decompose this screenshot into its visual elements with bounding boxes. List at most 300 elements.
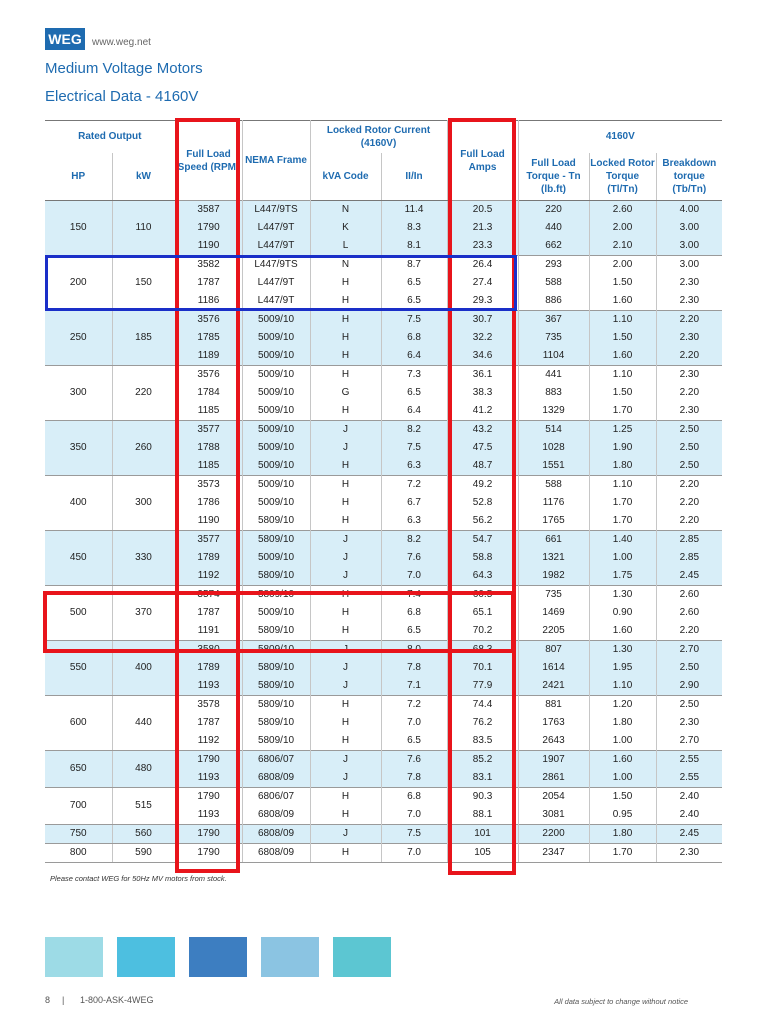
cell-torque: 2861 [518, 769, 589, 788]
cell-speed: 1790 [175, 751, 242, 770]
cell-torque: 2200 [518, 825, 589, 844]
cell-torque: 886 [518, 292, 589, 311]
cell-locked-torque: 0.90 [589, 604, 656, 622]
cell-torque: 440 [518, 219, 589, 237]
cell-full-load-amps: 30.7 [447, 311, 518, 330]
cell-ii-in: 7.2 [381, 476, 447, 495]
cell-kw: 110 [112, 201, 175, 256]
cell-locked-torque: 2.00 [589, 256, 656, 275]
cell-full-load-amps: 41.2 [447, 402, 518, 421]
cell-ii-in: 7.5 [381, 311, 447, 330]
page-subtitle: Electrical Data - 4160V [45, 88, 199, 105]
page-title: Medium Voltage Motors [45, 60, 203, 77]
cell-torque: 441 [518, 366, 589, 385]
cell-kva-code: J [310, 421, 381, 440]
cell-speed: 1785 [175, 329, 242, 347]
cell-frame: 5809/10 [242, 586, 310, 605]
cell-breakdown: 2.55 [656, 751, 722, 770]
cell-frame: 5009/10 [242, 494, 310, 512]
color-swatch-1 [45, 937, 103, 977]
table-body [45, 201, 722, 863]
cell-full-load-amps: 101 [447, 825, 518, 844]
cell-locked-torque: 1.50 [589, 384, 656, 402]
cell-kva-code: J [310, 659, 381, 677]
cell-torque: 588 [518, 274, 589, 292]
cell-kva-code: L [310, 237, 381, 256]
cell-breakdown: 2.70 [656, 641, 722, 660]
cell-speed: 1192 [175, 732, 242, 751]
cell-frame: L447/9T [242, 219, 310, 237]
cell-torque: 2347 [518, 844, 589, 863]
cell-kva-code: H [310, 844, 381, 863]
cell-ii-in: 8.7 [381, 256, 447, 275]
cell-kw: 150 [112, 256, 175, 311]
cell-torque: 1104 [518, 347, 589, 366]
cell-hp: 700 [45, 788, 112, 825]
electrical-data-table-wrap [45, 120, 722, 863]
color-swatch-2 [117, 937, 175, 977]
cell-hp: 350 [45, 421, 112, 476]
cell-locked-torque: 1.10 [589, 677, 656, 696]
cell-kva-code: H [310, 788, 381, 807]
cell-torque: 2643 [518, 732, 589, 751]
cell-breakdown: 2.60 [679, 607, 700, 618]
website-url[interactable]: www.weg.net [92, 37, 151, 48]
cell-ii-in: 7.0 [381, 567, 447, 586]
cell-torque: 881 [518, 696, 589, 715]
cell-torque: 661 [518, 531, 589, 550]
table-row [45, 788, 722, 807]
header-breakdown: Breakdown torque (Tb/Tn) [656, 153, 722, 201]
cell-ii-in: 6.8 [381, 329, 447, 347]
cell-ii-in: 6.5 [381, 384, 447, 402]
cell-locked-torque: 2.10 [589, 237, 656, 256]
cell-hp: 800 [45, 844, 112, 863]
cell-locked-torque: 0.95 [589, 806, 656, 825]
cell-kva-code: H [310, 329, 381, 347]
cell-speed: 1787 [175, 714, 242, 732]
cell-ii-in: 7.8 [381, 769, 447, 788]
cell-breakdown: 2.85 [656, 549, 722, 567]
cell-breakdown: 2.50 [656, 457, 722, 476]
cell-frame: 5809/10 [242, 622, 310, 641]
cell-frame: L447/9T [242, 292, 310, 311]
header-kw: kW [112, 153, 175, 201]
cell-frame: L447/9TS [242, 256, 310, 275]
electrical-data-table [45, 120, 722, 863]
cell-full-load-amps: 58.8 [447, 549, 518, 567]
cell-kva-code: N [310, 256, 381, 275]
cell-hp: 200 [45, 256, 112, 311]
cell-ii-in: 6.8 [381, 604, 447, 622]
cell-frame: 5009/10 [242, 421, 310, 440]
cell-ii-in: 7.5 [381, 439, 447, 457]
cell-ii-in: 6.3 [381, 512, 447, 531]
cell-kw: 300 [112, 476, 175, 531]
table-row [45, 476, 722, 495]
cell-locked-torque: 1.90 [589, 439, 656, 457]
cell-speed: 1786 [175, 494, 242, 512]
cell-frame: 5809/10 [242, 714, 310, 732]
cell-ii-in: 7.4 [381, 586, 447, 605]
cell-speed: 1790 [175, 825, 242, 844]
cell-full-load-amps: 90.3 [447, 788, 518, 807]
cell-breakdown: 2.30 [679, 405, 700, 416]
cell-locked-torque: 1.25 [589, 421, 656, 440]
cell-locked-torque: 1.10 [589, 366, 656, 385]
cell-ii-in: 7.2 [381, 696, 447, 715]
cell-torque: 3081 [518, 806, 589, 825]
cell-frame: 6808/09 [242, 769, 310, 788]
footer-phone[interactable]: 1-800-ASK-4WEG [80, 995, 154, 1005]
cell-hp: 500 [45, 586, 112, 641]
header-rated-output: Rated Output [45, 121, 175, 153]
cell-kva-code: H [310, 622, 381, 641]
cell-hp: 400 [45, 476, 112, 531]
cell-kva-code: H [310, 494, 381, 512]
cell-frame: 6808/09 [242, 825, 310, 844]
cell-kva-code: J [310, 769, 381, 788]
cell-ii-in: 6.4 [381, 347, 447, 366]
cell-frame: 6808/09 [242, 844, 310, 863]
cell-frame: 5809/10 [242, 512, 310, 531]
page-number: 8 [45, 995, 51, 1005]
cell-kva-code: J [310, 751, 381, 770]
table-row [45, 366, 722, 385]
cell-kva-code: H [310, 476, 381, 495]
cell-kva-code: H [310, 604, 381, 622]
cell-breakdown: 2.50 [656, 696, 722, 715]
cell-speed: 1790 [175, 844, 242, 863]
cell-kw: 220 [112, 366, 175, 421]
cell-torque: 293 [518, 256, 589, 275]
cell-full-load-amps: 60.5 [447, 586, 518, 605]
cell-kva-code: H [310, 366, 381, 385]
cell-locked-torque: 1.50 [589, 274, 656, 292]
cell-kva-code: H [310, 274, 381, 292]
cell-breakdown: 2.30 [656, 366, 722, 385]
cell-hp: 150 [45, 201, 112, 256]
cell-kva-code: N [310, 201, 381, 220]
cell-full-load-amps: 20.5 [447, 201, 518, 220]
cell-kva-code: H [310, 292, 381, 311]
header-ii-in: II/In [381, 153, 447, 201]
cell-speed: 3578 [175, 696, 242, 715]
cell-speed: 1787 [175, 274, 242, 292]
cell-torque: 220 [518, 201, 589, 220]
cell-frame: 5809/10 [242, 677, 310, 696]
table-row [45, 311, 722, 330]
cell-frame: 6806/07 [242, 788, 310, 807]
cell-frame: 5809/10 [242, 659, 310, 677]
cell-breakdown: 2.20 [679, 497, 700, 508]
cell-locked-torque: 1.60 [589, 292, 656, 311]
cell-breakdown: 2.20 [679, 515, 700, 526]
cell-kva-code: J [310, 825, 381, 844]
cell-hp: 650 [45, 751, 112, 788]
cell-speed: 3576 [175, 311, 242, 330]
cell-full-load-amps: 68.3 [447, 641, 518, 660]
cell-frame: 5009/10 [242, 604, 310, 622]
cell-locked-torque: 1.30 [589, 586, 656, 605]
cell-locked-torque: 1.70 [589, 402, 656, 421]
cell-breakdown: 2.30 [679, 717, 700, 728]
cell-breakdown: 2.50 [656, 439, 722, 457]
cell-frame: 5009/10 [242, 402, 310, 421]
cell-ii-in: 7.0 [381, 714, 447, 732]
cell-kw: 370 [112, 586, 175, 641]
cell-ii-in: 7.6 [381, 751, 447, 770]
cell-kw: 560 [112, 825, 175, 844]
table-row [45, 844, 722, 863]
table-row [45, 256, 722, 275]
cell-full-load-amps: 74.4 [447, 696, 518, 715]
cell-ii-in: 8.1 [381, 237, 447, 256]
cell-locked-torque: 2.00 [589, 219, 656, 237]
cell-speed: 1788 [175, 439, 242, 457]
table-row [45, 421, 722, 440]
table-row [45, 641, 722, 660]
cell-torque: 2421 [518, 677, 589, 696]
cell-torque: 1765 [518, 512, 589, 531]
cell-full-load-amps: 52.8 [447, 494, 518, 512]
cell-torque: 514 [518, 421, 589, 440]
cell-locked-torque: 1.00 [589, 732, 656, 751]
cell-torque: 1982 [518, 567, 589, 586]
cell-torque: 1614 [518, 659, 589, 677]
cell-full-load-amps: 88.1 [447, 806, 518, 825]
cell-breakdown: 2.30 [679, 295, 700, 306]
cell-torque: 662 [518, 237, 589, 256]
cell-speed: 3587 [175, 201, 242, 220]
cell-frame: 5809/10 [242, 732, 310, 751]
cell-speed: 1186 [175, 292, 242, 311]
cell-kva-code: H [310, 457, 381, 476]
cell-breakdown: 3.00 [656, 219, 722, 237]
header-hp: HP [45, 153, 112, 201]
cell-locked-torque: 1.60 [589, 622, 656, 641]
header-torque: Full Load Torque - Tn (lb.ft) [518, 153, 589, 201]
cell-kva-code: H [310, 586, 381, 605]
cell-ii-in: 7.0 [381, 806, 447, 825]
cell-torque: 807 [518, 641, 589, 660]
cell-ii-in: 7.3 [381, 366, 447, 385]
cell-frame: 6806/07 [242, 751, 310, 770]
cell-breakdown: 2.85 [656, 531, 722, 550]
cell-ii-in: 7.1 [381, 677, 447, 696]
cell-breakdown: 2.50 [656, 659, 722, 677]
cell-torque: 1329 [518, 402, 589, 421]
cell-ii-in: 6.5 [381, 274, 447, 292]
cell-ii-in: 6.8 [381, 788, 447, 807]
cell-kva-code: J [310, 677, 381, 696]
cell-ii-in: 6.5 [381, 292, 447, 311]
cell-speed: 1185 [175, 402, 242, 421]
header-voltage-group: 4160V [518, 121, 722, 153]
cell-locked-torque: 1.75 [589, 567, 656, 586]
cell-kva-code: H [310, 512, 381, 531]
cell-breakdown: 2.30 [656, 329, 722, 347]
color-swatch-3 [189, 937, 247, 977]
cell-kva-code: G [310, 384, 381, 402]
cell-torque: 1763 [518, 714, 589, 732]
cell-speed: 1190 [175, 512, 242, 531]
cell-kva-code: H [310, 714, 381, 732]
cell-kva-code: K [310, 219, 381, 237]
cell-speed: 3580 [175, 641, 242, 660]
cell-kw: 440 [112, 696, 175, 751]
cell-torque: 1176 [518, 494, 589, 512]
cell-speed: 1789 [175, 659, 242, 677]
cell-full-load-amps: 26.4 [447, 256, 518, 275]
cell-ii-in: 8.2 [381, 531, 447, 550]
cell-kva-code: J [310, 549, 381, 567]
cell-frame: 5009/10 [242, 366, 310, 385]
cell-locked-torque: 1.60 [589, 751, 656, 770]
cell-breakdown: 2.70 [679, 735, 700, 746]
table-row [45, 751, 722, 770]
color-swatch-5 [333, 937, 391, 977]
cell-full-load-amps: 27.4 [447, 274, 518, 292]
cell-locked-torque: 1.50 [589, 329, 656, 347]
footnote: Please contact WEG for 50Hz MV motors from stock. [50, 874, 227, 883]
cell-kw: 260 [112, 421, 175, 476]
cell-speed: 1784 [175, 384, 242, 402]
header-speed: Full Load Speed (RPM) [175, 121, 242, 201]
cell-speed: 3582 [175, 256, 242, 275]
cell-locked-torque: 1.70 [589, 512, 656, 531]
header-locked-current: Locked Rotor Current (4160V) [310, 121, 447, 153]
cell-locked-torque: 1.80 [589, 825, 656, 844]
cell-frame: L447/9T [242, 274, 310, 292]
cell-locked-torque: 1.60 [589, 347, 656, 366]
cell-hp: 750 [45, 825, 112, 844]
cell-breakdown: 2.90 [656, 677, 722, 696]
cell-frame: L447/9T [242, 237, 310, 256]
cell-kva-code: J [310, 531, 381, 550]
cell-full-load-amps: 29.3 [447, 292, 518, 311]
cell-locked-torque: 1.70 [589, 494, 656, 512]
cell-torque: 367 [518, 311, 589, 330]
cell-breakdown: 2.55 [656, 769, 722, 788]
cell-locked-torque: 2.60 [589, 201, 656, 220]
cell-full-load-amps: 56.2 [447, 512, 518, 531]
cell-ii-in: 6.5 [381, 622, 447, 641]
cell-locked-torque: 1.10 [589, 476, 656, 495]
table-row [45, 696, 722, 715]
cell-speed: 1789 [175, 549, 242, 567]
cell-frame: L447/9TS [242, 201, 310, 220]
cell-breakdown: 2.40 [679, 809, 700, 820]
cell-locked-torque: 1.80 [589, 457, 656, 476]
cell-kw: 400 [112, 641, 175, 696]
cell-locked-torque: 1.40 [589, 531, 656, 550]
cell-kva-code: H [310, 347, 381, 366]
cell-ii-in: 6.5 [381, 732, 447, 751]
cell-speed: 1190 [175, 237, 242, 256]
header-frame: NEMA Frame [242, 121, 310, 201]
cell-locked-torque: 1.10 [589, 311, 656, 330]
cell-breakdown: 2.45 [656, 825, 722, 844]
cell-kw: 480 [112, 751, 175, 788]
cell-frame: 5809/10 [242, 531, 310, 550]
cell-full-load-amps: 54.7 [447, 531, 518, 550]
cell-kva-code: H [310, 732, 381, 751]
cell-ii-in: 7.6 [381, 549, 447, 567]
cell-locked-torque: 1.00 [589, 549, 656, 567]
cell-locked-torque: 1.95 [589, 659, 656, 677]
cell-frame: 5009/10 [242, 347, 310, 366]
cell-frame: 5809/10 [242, 567, 310, 586]
cell-breakdown: 2.30 [656, 844, 722, 863]
cell-ii-in: 8.3 [381, 219, 447, 237]
cell-ii-in: 8.0 [381, 641, 447, 660]
cell-torque: 735 [518, 586, 589, 605]
cell-frame: 5009/10 [242, 439, 310, 457]
cell-speed: 1185 [175, 457, 242, 476]
cell-kva-code: J [310, 567, 381, 586]
cell-kw: 185 [112, 311, 175, 366]
cell-locked-torque: 1.50 [589, 788, 656, 807]
cell-kva-code: H [310, 402, 381, 421]
cell-ii-in: 6.4 [381, 402, 447, 421]
cell-kva-code: J [310, 439, 381, 457]
cell-frame: 5009/10 [242, 311, 310, 330]
cell-kw: 590 [112, 844, 175, 863]
cell-torque: 1469 [518, 604, 589, 622]
header-locked-torque: Locked Rotor Torque (Tl/Tn) [589, 153, 656, 201]
cell-ii-in: 6.3 [381, 457, 447, 476]
cell-frame: 5009/10 [242, 476, 310, 495]
cell-frame: 5009/10 [242, 384, 310, 402]
cell-speed: 1787 [175, 604, 242, 622]
cell-speed: 3577 [175, 531, 242, 550]
cell-ii-in: 7.0 [381, 844, 447, 863]
table-row [45, 586, 722, 605]
cell-breakdown: 2.40 [656, 788, 722, 807]
cell-speed: 1191 [175, 622, 242, 641]
cell-breakdown: 2.20 [656, 476, 722, 495]
header-kva-code: kVA Code [310, 153, 381, 201]
cell-kva-code: H [310, 311, 381, 330]
cell-speed: 1192 [175, 567, 242, 586]
cell-frame: 5009/10 [242, 457, 310, 476]
cell-speed: 1193 [175, 769, 242, 788]
cell-kw: 515 [112, 788, 175, 825]
cell-full-load-amps: 23.3 [447, 237, 518, 256]
cell-breakdown: 2.45 [656, 567, 722, 586]
cell-locked-torque: 1.30 [589, 641, 656, 660]
cell-torque: 1321 [518, 549, 589, 567]
cell-ii-in: 11.4 [381, 201, 447, 220]
cell-torque: 1028 [518, 439, 589, 457]
cell-locked-torque: 1.70 [589, 844, 656, 863]
cell-breakdown: 3.00 [656, 237, 722, 256]
cell-ii-in: 8.2 [381, 421, 447, 440]
cell-torque: 1551 [518, 457, 589, 476]
cell-torque: 2054 [518, 788, 589, 807]
cell-hp: 300 [45, 366, 112, 421]
cell-breakdown: 2.60 [656, 586, 722, 605]
header-full-load-amps: Full Load Amps [447, 121, 518, 201]
logo-text: WEG [48, 31, 82, 47]
cell-full-load-amps: 36.1 [447, 366, 518, 385]
cell-full-load-amps: 32.2 [447, 329, 518, 347]
table-row [45, 531, 722, 550]
weg-logo [45, 28, 85, 50]
cell-full-load-amps: 65.1 [447, 604, 518, 622]
cell-breakdown: 2.50 [656, 421, 722, 440]
